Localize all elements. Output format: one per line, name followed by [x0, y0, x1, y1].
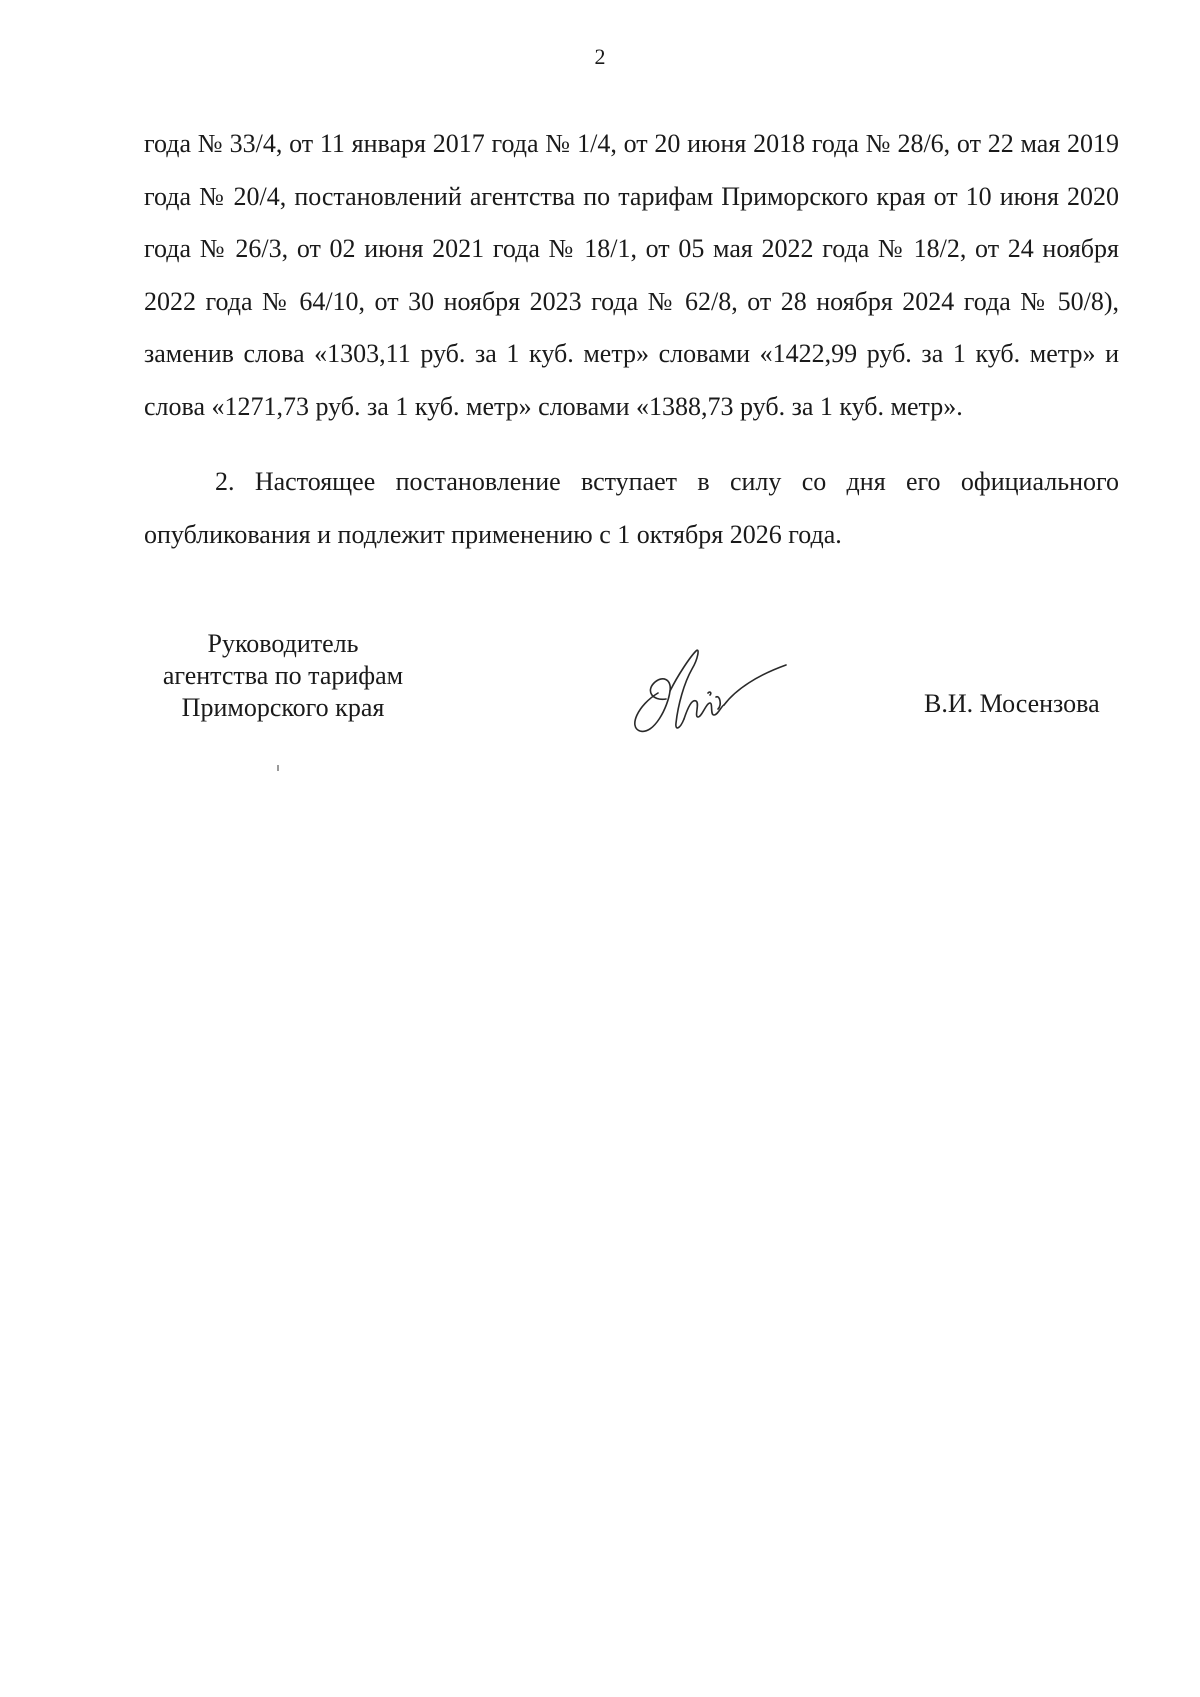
handwritten-signature	[618, 645, 788, 740]
page-number: 2	[594, 44, 606, 69]
signatory-title-line-3: Приморского края	[181, 693, 385, 722]
signatory-title	[138, 628, 428, 724]
signatory-title-line-2: агентства по тарифам	[162, 661, 404, 690]
paragraph-1: года № 33/4, от 11 января 2017 года № 1/4, от 20 июня 2018 года № 28/6, от 22 мая 2019 года № 20/4, постановлений агентства по тарифам Приморского края от 10 июня 2020 года № 26/3, от 02 июня 2021 года № 18/1, от 05 мая 2022 года № 18/2, от 24 ноября 2022 года № 64/10, от 30 ноября 2023 года № 62/8, от 28 ноября 2024 года № 50/8), заменив слова «1303,11 руб. за 1 куб. метр» словами «1422,99 руб. за 1 куб. метр» и слова «1271,73 руб. за 1 куб. метр» словами «1388,73 руб. за 1 куб. метр».	[144, 129, 1119, 421]
signatory-title-line-1: Руководитель	[207, 629, 359, 658]
paragraph-2: 2. Настоящее постановление вступает в силу со дня его официального опубликования и подлежит применению с 1 октября 2026 года.	[144, 467, 1119, 549]
scan-artifact	[277, 765, 279, 771]
signer-name: В.И. Мосензова	[924, 689, 1100, 718]
